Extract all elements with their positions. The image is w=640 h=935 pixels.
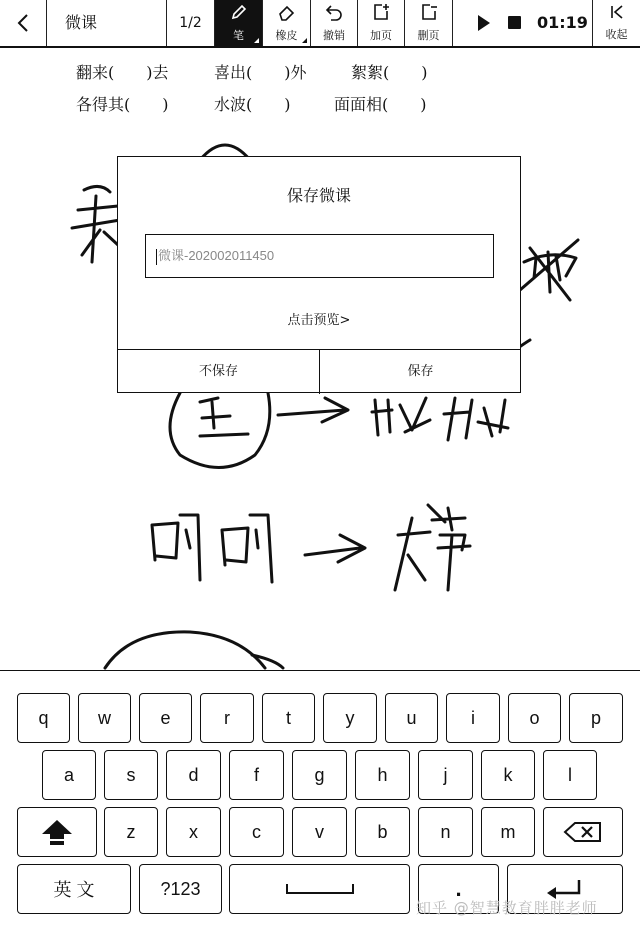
key-m[interactable]: m [481,807,535,857]
symbols-key[interactable]: ?123 [139,864,222,914]
worksheet-item: 喜出( )外 [214,63,307,82]
ink-stroke [152,515,200,580]
eraser-tool-button[interactable] [263,0,311,46]
key-s[interactable]: s [104,750,158,800]
language-switch-key[interactable]: 英 文 [17,864,131,914]
key-j[interactable]: j [418,750,473,800]
key-y[interactable]: y [323,693,377,743]
undo-icon [325,3,343,25]
key-a[interactable]: a [42,750,96,800]
toolbar [0,0,640,48]
worksheet-item: 面面相( ) [334,95,427,114]
key-v[interactable]: v [292,807,347,857]
virtual-keyboard [0,670,640,935]
ink-stroke [278,398,348,422]
add-page-icon [372,3,390,25]
text-caret [156,249,157,265]
key-x[interactable]: x [166,807,221,857]
ink-stroke [305,535,365,562]
undo-label: 撤销 [323,29,345,42]
key-d[interactable]: d [166,750,221,800]
dialog-title: 保存微课 [286,186,351,205]
key-h[interactable]: h [355,750,410,800]
key-c[interactable]: c [229,807,284,857]
filename-input[interactable] [145,234,494,278]
collapse-label: 收起 [605,28,628,41]
ink-stroke [444,398,508,440]
page-indicator[interactable]: 1/2 [167,0,215,46]
worksheet-item: 各得其( ) [76,95,169,114]
shift-arrow-icon [40,818,74,846]
save-dialog [117,156,521,393]
ink-stroke [520,240,578,300]
key-g[interactable]: g [292,750,347,800]
backspace-icon [563,821,603,843]
key-o[interactable]: o [508,693,561,743]
key-k[interactable]: k [481,750,535,800]
submenu-indicator-icon [302,38,307,43]
key-f[interactable]: f [229,750,284,800]
key-b[interactable]: b [355,807,410,857]
watermark-text: 知乎 @智慧教育胖胖老师 [416,899,598,917]
page-title: 微课 [47,0,167,46]
submenu-indicator-icon [254,38,259,43]
save-button[interactable]: 保存 [407,364,434,379]
key-q[interactable]: q [17,693,70,743]
shift-key[interactable] [17,807,97,857]
key-z[interactable]: z [104,807,158,857]
collapse-button[interactable] [593,0,640,46]
key-r[interactable]: r [200,693,254,743]
eraser-icon [278,3,296,25]
stop-icon[interactable] [508,16,521,29]
play-icon[interactable] [477,15,491,31]
key-p[interactable]: p [569,693,623,743]
ink-stroke [395,505,470,590]
recording-controls [453,0,593,46]
worksheet-item: 絮絮( ) [351,63,428,82]
delete-page-icon [420,3,438,25]
preview-link[interactable]: 点击预览> [287,313,351,328]
worksheet-item: 翻来( )去 [76,63,169,82]
skip-back-icon [609,4,625,24]
pencil-icon [230,3,248,25]
period-key[interactable]: . [418,864,499,914]
ink-stroke [72,186,120,262]
dont-save-button[interactable]: 不保存 [118,350,320,394]
ink-stroke [222,515,272,582]
ink-stroke [170,393,270,468]
eraser-tool-label: 橡皮 [275,29,298,42]
worksheet-item: 水波( ) [214,95,291,114]
backspace-key[interactable] [543,807,623,857]
ink-stroke [372,398,430,435]
delete-page-button[interactable] [405,0,453,46]
ink-stroke [252,655,283,668]
space-key[interactable] [229,864,410,914]
key-n[interactable]: n [418,807,473,857]
key-e[interactable]: e [139,693,192,743]
undo-button[interactable] [311,0,358,46]
key-l[interactable]: l [543,750,597,800]
add-page-button[interactable] [358,0,405,46]
key-t[interactable]: t [262,693,315,743]
delete-page-label: 删页 [417,29,440,42]
ink-stroke [105,632,265,668]
key-w[interactable]: w [78,693,131,743]
space-bar-icon [285,882,355,896]
pen-tool-label: 笔 [233,29,244,42]
ink-stroke [200,398,248,436]
key-i[interactable]: i [446,693,500,743]
add-page-label: 加页 [370,29,392,42]
chevron-left-icon [16,13,30,33]
dialog-button-row [118,349,520,394]
back-button[interactable] [0,0,47,46]
key-u[interactable]: u [385,693,438,743]
pen-tool-button[interactable] [215,0,263,46]
recording-timer: 01:19 [537,13,588,32]
filename-input-value: 微课-202002011450 [158,248,275,263]
